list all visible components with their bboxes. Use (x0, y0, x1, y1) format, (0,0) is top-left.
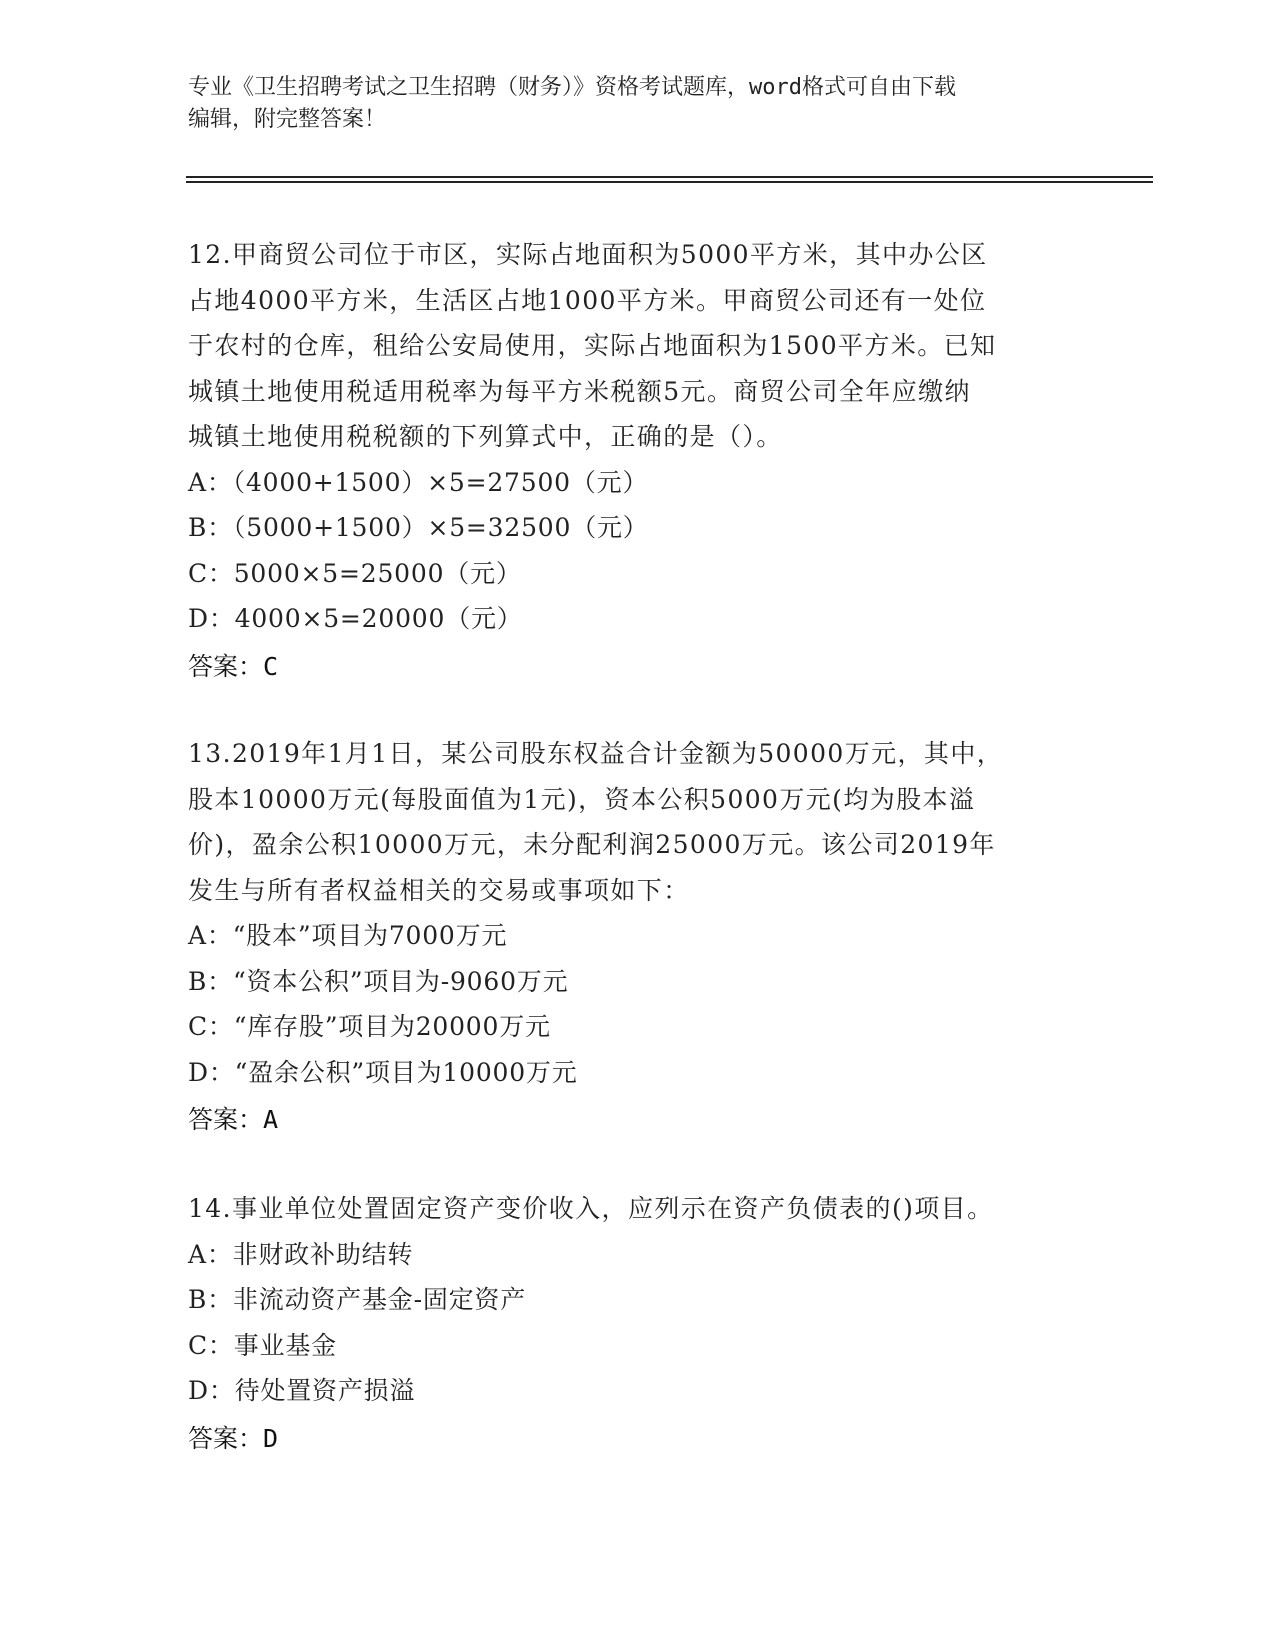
question-text-line: 13.2019年1月1日，某公司股东权益合计金额为50000万元，其中， (188, 739, 1004, 768)
option-c: C：事业基金 (188, 1330, 337, 1360)
option-a: A：“股本”项目为7000万元 (188, 921, 508, 950)
question-12 (188, 232, 1078, 689)
header-divider-bottom (186, 181, 1153, 183)
option-b: B：（5000+1500）×5=32500（元） (188, 513, 649, 542)
question-13 (188, 731, 1078, 1143)
question-text-line: 12.甲商贸公司位于市区，实际占地面积为5000平方米，其中办公区 (188, 240, 988, 269)
option-c: C：“库存股”项目为20000万元 (188, 1012, 551, 1041)
option-c: C：5000×5=25000（元） (188, 558, 522, 588)
question-text-line: 城镇土地使用税税额的下列算式中，正确的是（）。 (188, 422, 783, 451)
answer-line: 答案：D (188, 1423, 279, 1453)
option-d: D：4000×5=20000（元） (188, 604, 523, 633)
question-text-line: 于农村的仓库，租给公安局使用，实际占地面积为1500平方米。已知 (188, 331, 997, 360)
question-14 (188, 1186, 1078, 1461)
header-line-1: 专业《卫生招聘考试之卫生招聘（财务）》资格考试题库，word格式可自由下载 (188, 75, 956, 100)
header-divider-top (186, 176, 1153, 178)
header-line-2: 编辑，附完整答案！ (188, 107, 387, 132)
answer-line: 答案：A (188, 1105, 279, 1134)
answer-line: 答案：C (188, 651, 279, 681)
option-d: D：“盈余公积”项目为10000万元 (188, 1057, 578, 1087)
option-b: B：非流动资产基金-固定资产 (188, 1285, 527, 1314)
question-text-line: 发生与所有者权益相关的交易或事项如下： (188, 875, 690, 905)
option-a: A：（4000+1500）×5=27500（元） (188, 467, 649, 497)
question-text-line: 城镇土地使用税适用税率为每平方米税额5元。商贸公司全年应缴纳 (188, 376, 971, 406)
question-text-line: 价)，盈余公积10000万元，未分配利润25000万元。该公司2019年 (188, 830, 996, 859)
question-text-line: 股本10000万元(每股面值为1元)，资本公积5000万元(均为股本溢 (188, 784, 976, 814)
option-a: A：非财政补助结转 (188, 1239, 414, 1269)
question-text-line: 14.事业单位处置固定资产变价收入，应列示在资产负债表的()项目。 (188, 1194, 994, 1223)
document-header (188, 72, 1088, 136)
question-text-line: 占地4000平方米，生活区占地1000平方米。甲商贸公司还有一处位 (188, 285, 987, 315)
option-b: B：“资本公积”项目为-9060万元 (188, 966, 569, 996)
option-d: D：待处置资产损溢 (188, 1376, 416, 1405)
